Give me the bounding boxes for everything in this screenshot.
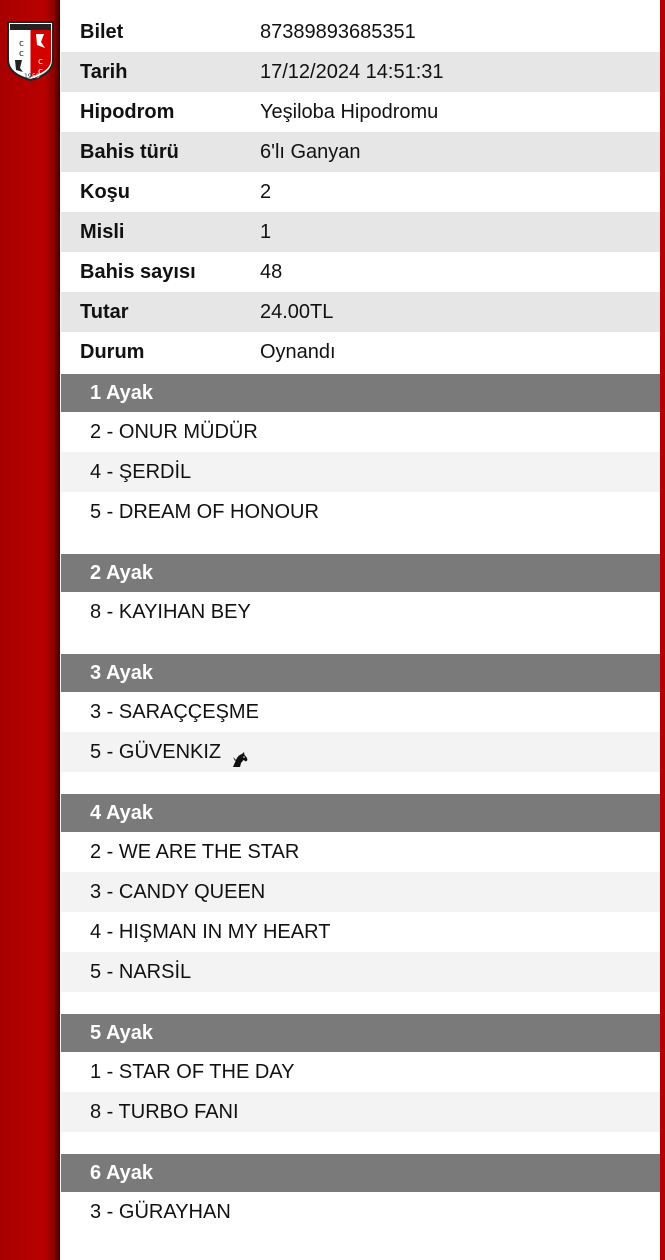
info-value: Oynandı: [260, 341, 336, 363]
info-value: 6'lı Ganyan: [260, 141, 361, 163]
info-value: 1: [260, 221, 272, 243]
info-key: Bahis türü: [80, 141, 179, 163]
svg-text:19: 19: [24, 73, 32, 80]
info-row-bilet: [61, 12, 660, 52]
svg-text:c: c: [38, 67, 43, 77]
horse-label: 2 - ONUR MÜDÜR: [90, 421, 258, 443]
info-key: Misli: [80, 221, 125, 243]
info-key: Koşu: [80, 181, 130, 203]
leg-header: [61, 1014, 660, 1052]
leg-header: [61, 374, 660, 412]
svg-text:c: c: [19, 49, 24, 59]
info-row-misli: [61, 212, 660, 252]
horse-label: 4 - HIŞMAN IN MY HEART: [90, 921, 331, 943]
info-key: Bilet: [80, 21, 124, 43]
info-row-tarih: [61, 52, 660, 92]
info-key: Tutar: [80, 301, 129, 323]
horse-row: [61, 1052, 660, 1092]
info-value: 87389893685351: [260, 21, 416, 43]
info-value: 17/12/2024 14:51:31: [260, 61, 444, 83]
club-logo-icon[interactable]: [6, 20, 55, 82]
info-row-durum: [61, 332, 660, 372]
svg-text:c: c: [19, 39, 24, 49]
info-row-bahis-turu: [61, 132, 660, 172]
horse-label: 2 - WE ARE THE STAR: [90, 841, 300, 863]
horse-row: [61, 872, 660, 912]
info-key: Durum: [80, 341, 145, 363]
info-value: 2: [260, 181, 272, 203]
leg-header: [61, 654, 660, 692]
right-edge-strip: [660, 0, 665, 1260]
horse-label: 8 - KAYIHAN BEY: [90, 601, 251, 623]
svg-text:50: 50: [32, 73, 40, 80]
horse-row: [61, 1192, 660, 1232]
leg-title: 2 Ayak: [90, 562, 154, 584]
horse-row: [61, 1092, 660, 1132]
leg-title: 1 Ayak: [90, 382, 154, 404]
horse-row: [61, 732, 660, 772]
horse-head-icon: [231, 743, 249, 761]
leg-title: 4 Ayak: [90, 802, 154, 824]
horse-label: 4 - ŞERDİL: [90, 461, 192, 483]
horse-label: 8 - TURBO FANI: [90, 1101, 239, 1123]
leg-title: 3 Ayak: [90, 662, 154, 684]
info-row-hipodrom: [61, 92, 660, 132]
horse-label: 3 - CANDY QUEEN: [90, 881, 266, 903]
horse-row: [61, 492, 660, 532]
info-row-kosu: [61, 172, 660, 212]
info-key: Tarih: [80, 61, 128, 83]
leg-title: 5 Ayak: [90, 1022, 154, 1044]
horse-row: [61, 692, 660, 732]
horse-row: [61, 412, 660, 452]
horse-label: 5 - DREAM OF HONOUR: [90, 501, 319, 523]
leg-title: 6 Ayak: [90, 1162, 154, 1184]
info-row-tutar: [61, 292, 660, 332]
horse-row: [61, 452, 660, 492]
horse-label: 3 - GÜRAYHAN: [90, 1201, 231, 1223]
info-key: Bahis sayısı: [80, 261, 196, 283]
info-row-bahis-sayisi: [61, 252, 660, 292]
horse-row: [61, 592, 660, 632]
leg-header: [61, 794, 660, 832]
ticket-detail-panel: [61, 0, 660, 1260]
info-key: Hipodrom: [80, 101, 175, 123]
sidebar: [0, 0, 60, 1260]
info-value: Yeşiloba Hipodromu: [260, 101, 439, 123]
horse-row: [61, 912, 660, 952]
horse-row: [61, 832, 660, 872]
horse-row: [61, 952, 660, 992]
horse-label: 5 - GÜVENKIZ: [90, 741, 222, 763]
leg-header: [61, 554, 660, 592]
info-value: 24.00TL: [260, 301, 334, 323]
horse-label: 1 - STAR OF THE DAY: [90, 1061, 295, 1083]
svg-text:c: c: [38, 57, 43, 67]
info-value: 48: [260, 261, 283, 283]
horse-label: 3 - SARAÇÇEŞME: [90, 701, 259, 723]
leg-header: [61, 1154, 660, 1192]
horse-label: 5 - NARSİL: [90, 961, 192, 983]
